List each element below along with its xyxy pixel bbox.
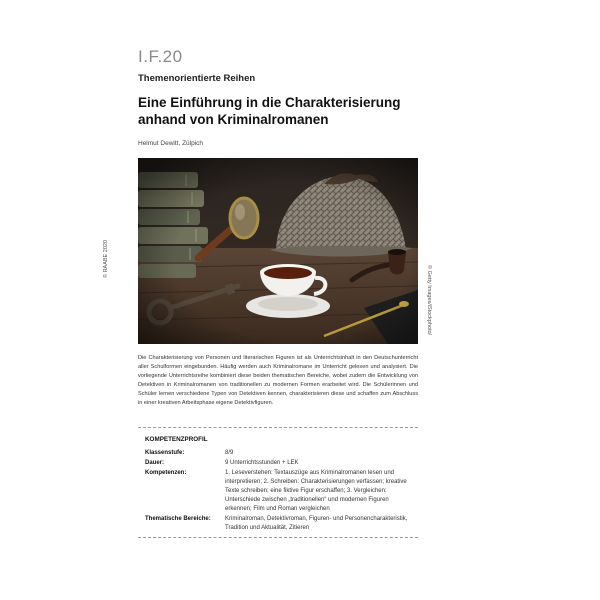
- profile-row-klassenstufe: [138, 449, 418, 458]
- row-label: Kompetenzen:: [145, 470, 187, 476]
- profile-row-kompetenzen: [138, 469, 418, 514]
- row-value: 9 Unterrichtsstunden + LEK: [225, 460, 299, 466]
- page-title: [138, 94, 438, 128]
- intro-paragraph: [138, 354, 418, 408]
- photo-credit: © Getty Images/iStockphoto/: [426, 265, 432, 336]
- row-label: Klassenstufe:: [145, 450, 185, 456]
- kompetenzprofil-heading: KOMPETENZPROFIL: [145, 436, 208, 443]
- row-value: 1. Leseverstehen: Textauszüge aus Kriminalromanen lesen und interpretieren; 2. Schreiben: Charakterisierungen verfassen; kreative Texte schreiben; eine fiktive Figur erschaffen; 3. Vergleichen: Unterschiede zwischen „traditionellen“ und modernen Figuren erkennen; Film und Roman vergleichen: [225, 470, 407, 512]
- top-divider: [138, 427, 418, 428]
- photo-vignette: [138, 158, 418, 344]
- bottom-divider: [138, 537, 418, 538]
- title-line-2: anhand von Kriminalromanen: [138, 112, 329, 127]
- photo-illustration: [138, 158, 418, 344]
- row-value: Kriminalroman, Detektivroman, Figuren- und Personencharakteristik, Tradition und Aktualität, Zitieren: [225, 516, 408, 531]
- profile-row-dauer: [138, 459, 418, 468]
- row-value: 8/9: [225, 450, 234, 456]
- kompetenzprofil-box: [138, 427, 418, 538]
- series-label: Themenorientierte Reihen: [138, 73, 256, 84]
- row-label: Dauer:: [145, 460, 165, 466]
- intro-text: Die Charakterisierung von Personen und literarischen Figuren ist als Unterrichtsinhalt in den Deutschunterricht aller Schulformen eingebunden. Häufig werden auch Kriminalromane im Unterricht gelesen und analysiert. Die vorliegende Unterrichtsreihe kombiniert diese beiden thematischen Bereiche, wobei zudem die Entwicklung von Detektiven in Kriminalromanen von traditionellen zu modernen Formen erarbeitet wird. Die Schülerinnen und Schüler lernen verschiedene Typen von Detektiven kennen, charakterisieren diese und schaffen zum Abschluss in einer kreativen Arbeitsphase eigene Detektivfiguren.: [138, 355, 418, 406]
- profile-row-thematische-bereiche: [138, 515, 418, 533]
- row-label: Thematische Bereiche:: [145, 516, 211, 522]
- copyright-left: © RAABE 2020: [103, 240, 109, 278]
- author-line: Helmut Dewitt, Zülpich: [138, 140, 204, 147]
- title-line-1: Eine Einführung in die Charakterisierung: [138, 95, 401, 110]
- unit-code: I.F.20: [138, 47, 183, 66]
- detective-photo: [138, 158, 418, 344]
